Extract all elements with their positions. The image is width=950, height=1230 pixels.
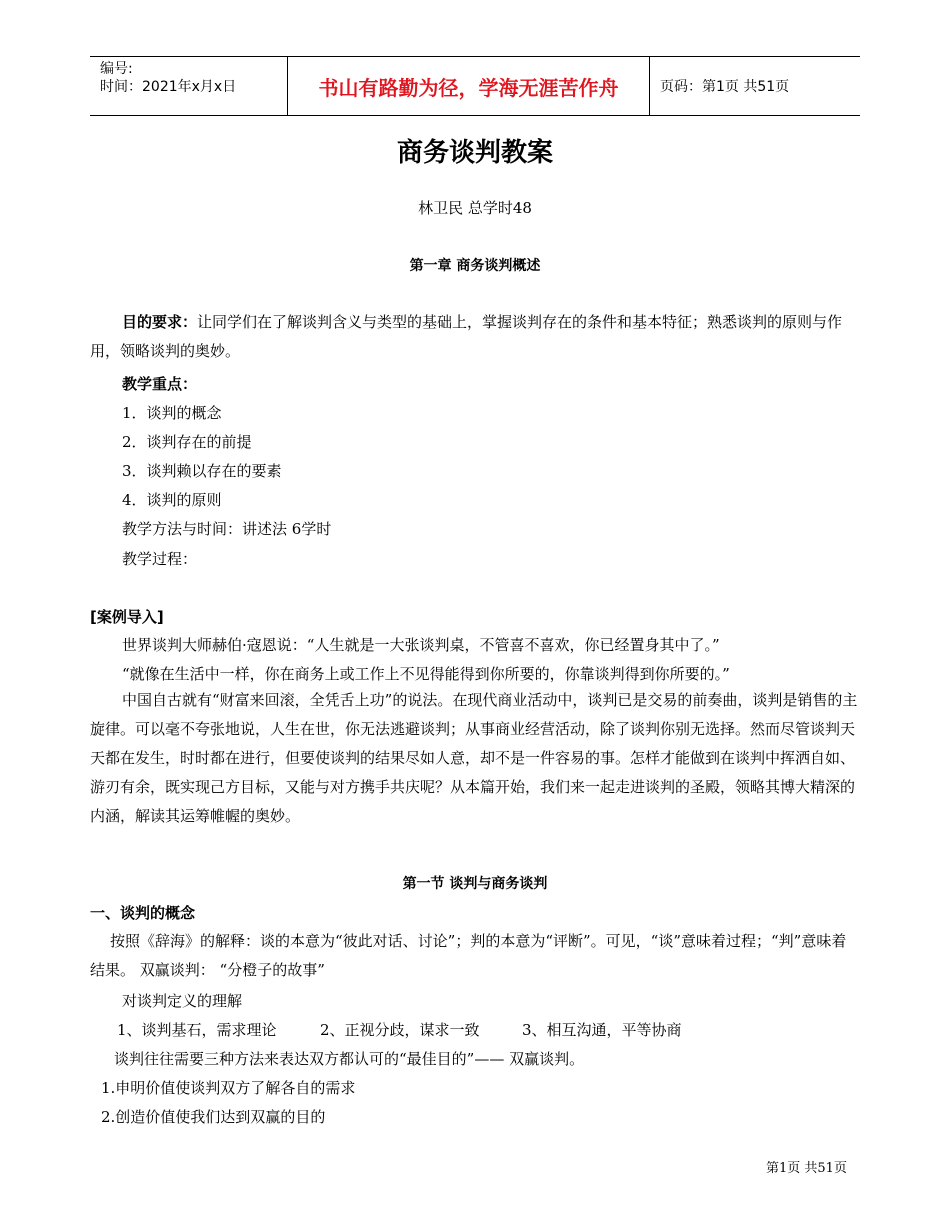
page-footer: 第1页 共51页 bbox=[766, 1161, 847, 1176]
document-time: 时间：2021年x月x日 bbox=[100, 79, 237, 95]
key-point-item: 1．谈判的概念 bbox=[122, 404, 222, 422]
header-page-info: 页码：第1页 共51页 bbox=[660, 79, 790, 95]
header-table bbox=[90, 56, 860, 116]
objective-paragraph bbox=[90, 308, 865, 366]
header-motto: 书山有路勤为径，学海无涯苦作舟 bbox=[287, 57, 650, 115]
header-meta bbox=[90, 57, 287, 115]
understanding-item: 3、相互沟通，平等协商 bbox=[522, 1021, 682, 1039]
teaching-method-time: 教学方法与时间：讲述法 6学时 bbox=[122, 520, 332, 538]
document-number-label: 编号: bbox=[100, 61, 133, 77]
understanding-item: 2、正视分歧，谋求一致 bbox=[320, 1021, 480, 1039]
document-title: 商务谈判教案 bbox=[396, 138, 553, 168]
objective-text: 让同学们在了解谈判含义与类型的基础上，掌握谈判存在的条件和基本特征；熟悉谈判的原则与作用，领略谈判的奥妙。 bbox=[90, 313, 843, 360]
step-item: 2.创造价值使我们达到双赢的目的 bbox=[101, 1108, 326, 1126]
author-line: 林卫民 总学时48 bbox=[418, 199, 532, 217]
key-point-item: 3．谈判赖以存在的要素 bbox=[122, 462, 282, 480]
objective-label: 目的要求： bbox=[122, 313, 198, 331]
concept-definition: 按照《辞海》的解释：谈的本意为“彼此对话、讨论”；判的本意为“评断”。可见，“谈”意味着过程；“判”意味着结果。 双赢谈判： “分橙子的故事” bbox=[90, 932, 847, 979]
teaching-process-label: 教学过程： bbox=[122, 550, 198, 568]
case-intro-label: [案例导入] bbox=[90, 608, 164, 626]
key-points-label: 教学重点： bbox=[122, 375, 198, 393]
chapter-title: 第一章 商务谈判概述 bbox=[409, 258, 541, 274]
case-paragraph: “就像在生活中一样，你在商务上或工作上不见得能得到你所要的，你靠谈判得到你所要的。” bbox=[122, 665, 730, 683]
understanding-label: 对谈判定义的理解 bbox=[122, 992, 243, 1010]
step-item: 1.申明价值使谈判双方了解各自的需求 bbox=[101, 1079, 356, 1097]
section-title: 第一节 谈判与商务谈判 bbox=[402, 876, 548, 892]
key-point-item: 4．谈判的原则 bbox=[122, 491, 222, 509]
case-paragraph-long: 中国自古就有“财富来回滚，全凭舌上功”的说法。在现代商业活动中，谈判已是交易的前奏曲，谈判是销售的主旋律。可以毫不夸张地说，人生在世，你无法逃避谈判；从事商业经营活动，除了谈判你别无选择。然而尽管谈判天天都在发生，时时都在进行，但要使谈判的结果尽如人意，却不是一件容易的事。怎样才能做到在谈判中挥洒自如、游刃有余，既实现己方目标，又能与对方携手共庆呢？从本篇开始，我们来一起走进谈判的圣殿，领略其博大精深的内涵，解读其运筹帷幄的奥妙。 bbox=[90, 691, 858, 825]
understanding-item: 1、谈判基石，需求理论 bbox=[117, 1021, 277, 1039]
case-paragraph: 世界谈判大师赫伯·寇恩说：“人生就是一大张谈判桌，不管喜不喜欢，你已经置身其中了。” bbox=[122, 636, 720, 654]
subsection-title: 一、谈判的概念 bbox=[90, 904, 196, 922]
three-methods-text: 谈判往往需要三种方法来表达双方都认可的“最佳目的”—— 双赢谈判。 bbox=[114, 1050, 585, 1068]
key-point-item: 2．谈判存在的前提 bbox=[122, 433, 252, 451]
